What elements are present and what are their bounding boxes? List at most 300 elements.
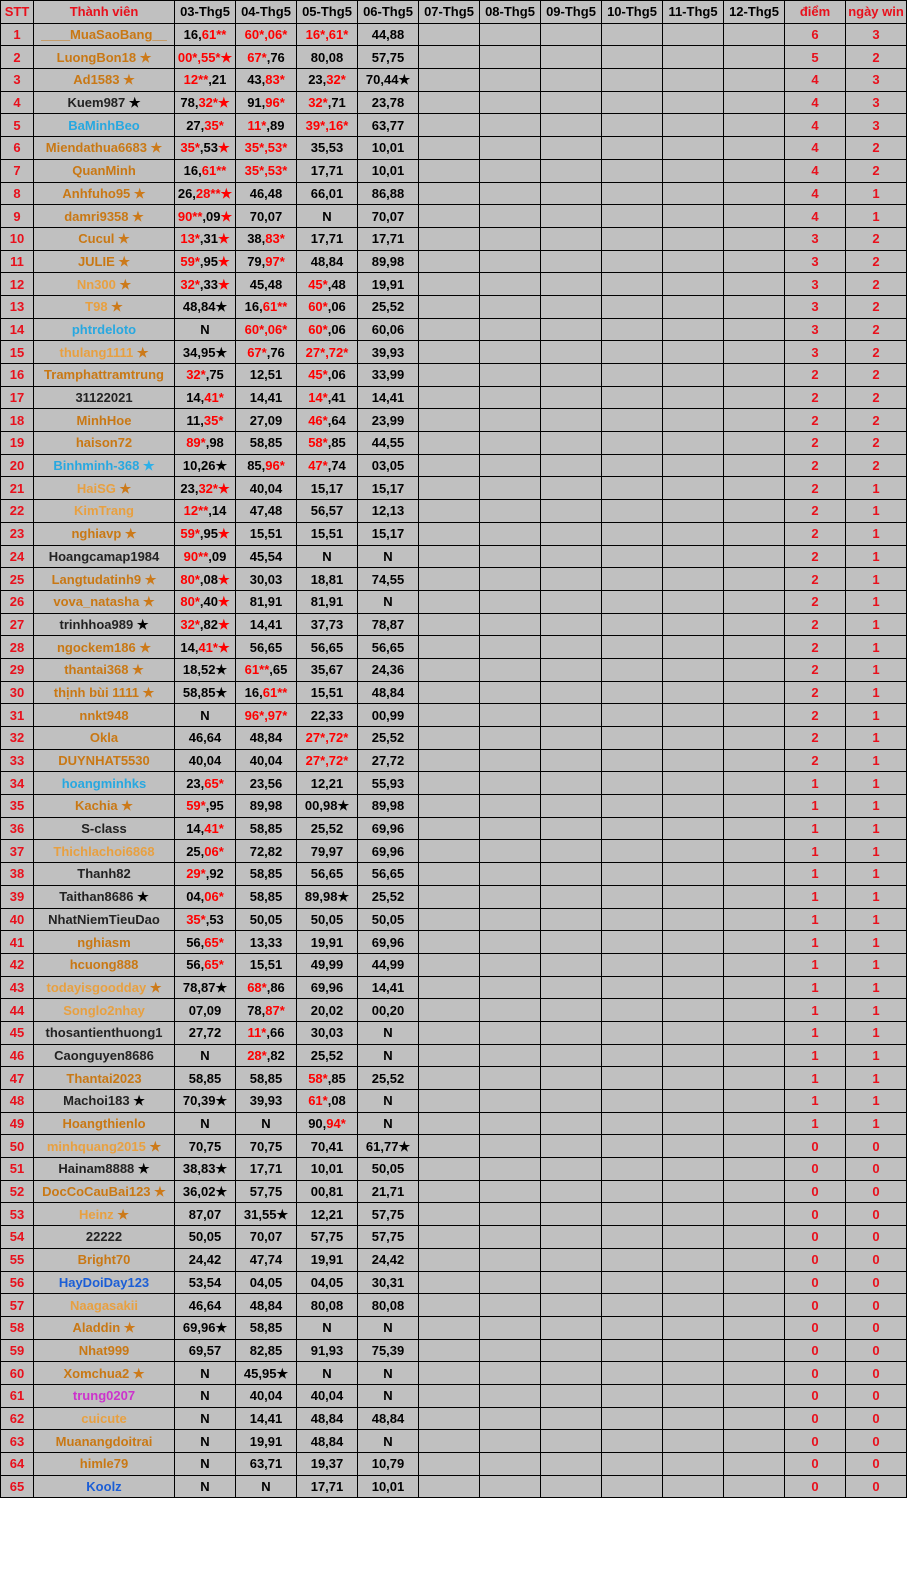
day-cell [358,1294,419,1317]
wins-cell: 0 [846,1384,907,1407]
wins-cell: 1 [846,477,907,500]
day-cell [358,205,419,228]
day-cell [175,409,236,432]
table-row [1,46,907,69]
table-row [1,205,907,228]
day-cell [419,295,480,318]
day-cell [297,636,358,659]
value-text: N [322,1320,332,1336]
star-icon: ★ [217,616,230,632]
day-cell [419,1021,480,1044]
row-number: 54 [1,1226,34,1249]
star-icon: ★ [138,684,155,700]
star-icon: ★ [215,662,228,678]
member-cell [34,1384,175,1407]
value-text: 60* [308,321,328,337]
day-cell [236,681,297,704]
member-cell [34,386,175,409]
value-text: 32* [180,616,200,632]
table-row [1,613,907,636]
day-cell [480,1112,541,1135]
day-cell [541,931,602,954]
row-number: 28 [1,636,34,659]
day-cell [297,795,358,818]
member-cell [34,409,175,432]
value-text: 70,07 [249,1229,283,1245]
table-row [1,1384,907,1407]
day-cell [602,636,663,659]
score-cell: 3 [785,318,846,341]
day-cell [663,1271,724,1294]
star-icon: ★ [107,299,123,315]
day-cell [663,931,724,954]
value-text: 40,04 [249,1388,283,1404]
star-icon: ★ [217,480,230,496]
day-cell [297,1090,358,1113]
day-cell [419,1271,480,1294]
day-cell [297,273,358,296]
value-text: 40,04 [188,753,222,769]
wins-cell: 2 [846,341,907,364]
wins-cell: 1 [846,590,907,613]
member-cell [34,477,175,500]
day-cell [602,227,663,250]
day-cell [663,817,724,840]
member-cell [34,1453,175,1476]
member-cell [34,227,175,250]
value-text: 30,03 [249,571,283,587]
day-cell [358,1180,419,1203]
day-cell [358,1430,419,1453]
day-cell [297,568,358,591]
score-cell: 0 [785,1475,846,1498]
value-text: 56,65 [310,639,344,655]
row-number: 4 [1,91,34,114]
value-text: 38, [247,231,266,247]
value-text: N [383,1047,393,1063]
day-cell [663,273,724,296]
day-cell [236,590,297,613]
value-text: ,08 [327,1093,346,1109]
table-row [1,91,907,114]
table-row [1,817,907,840]
day-cell [297,1271,358,1294]
day-cell [480,1294,541,1317]
score-cell: 2 [785,636,846,659]
day-cell [419,1112,480,1135]
value-text: 12,13 [371,503,405,519]
value-text: ,92 [205,866,224,882]
value-text: 24,42 [188,1252,222,1268]
value-text: 13,33 [249,934,283,950]
star-icon: ★ [146,979,162,995]
day-cell [480,636,541,659]
day-cell [480,432,541,455]
day-cell [419,863,480,886]
day-cell [297,772,358,795]
day-cell [236,1430,297,1453]
day-cell [175,590,236,613]
row-number: 10 [1,227,34,250]
value-text: 23, [308,72,327,88]
member-name: Kuem987 [67,95,126,111]
day-cell [541,432,602,455]
value-text: 48,84 [182,299,216,315]
day-cell [541,500,602,523]
value-text: 19,91 [310,934,344,950]
day-cell [175,795,236,818]
day-cell [541,477,602,500]
value-text: 12,21 [310,775,344,791]
star-icon: ★ [220,49,233,65]
day-cell [541,681,602,704]
score-cell: 4 [785,114,846,137]
day-cell [358,364,419,387]
value-text: ,41 [327,390,346,406]
day-cell [602,1226,663,1249]
day-cell [602,1475,663,1498]
score-cell: 1 [785,863,846,886]
day-cell [358,409,419,432]
value-text: 28* [247,1047,267,1063]
table-row [1,250,907,273]
value-text: 43, [247,72,266,88]
day-cell [175,273,236,296]
day-cell [297,885,358,908]
table-row [1,386,907,409]
star-icon: ★ [114,231,130,247]
day-cell [175,205,236,228]
member-cell [34,250,175,273]
score-cell: 4 [785,137,846,160]
value-text: 10,26 [182,458,216,474]
day-cell [724,250,785,273]
day-cell [541,1135,602,1158]
day-cell [541,772,602,795]
day-cell [480,976,541,999]
table-row [1,1294,907,1317]
day-cell [480,704,541,727]
day-cell [724,1021,785,1044]
score-cell: 0 [785,1180,846,1203]
day-cell [480,1384,541,1407]
value-text: ,14 [208,503,227,519]
row-number: 39 [1,885,34,908]
day-cell [602,908,663,931]
member-name: MinhHoe [76,412,132,428]
value-text: 33,99 [371,367,405,383]
day-cell [236,1339,297,1362]
day-cell [175,1203,236,1226]
day-cell [236,432,297,455]
day-cell [175,114,236,137]
row-number: 24 [1,545,34,568]
value-text: 35* [204,117,224,133]
member-name: nghiasm [77,934,131,950]
table-row [1,1135,907,1158]
day-cell [724,1067,785,1090]
score-cell: 1 [785,1090,846,1113]
day-cell [297,931,358,954]
day-cell [663,885,724,908]
day-cell [541,749,602,772]
wins-cell: 2 [846,137,907,160]
table-row [1,409,907,432]
day-cell [297,1316,358,1339]
table-row [1,454,907,477]
value-text: N [200,1410,210,1426]
day-cell [724,1226,785,1249]
value-text: ,86 [266,979,285,995]
value-text: 70,07 [371,208,405,224]
day-cell [175,91,236,114]
value-text: 23, [180,480,199,496]
row-number: 45 [1,1021,34,1044]
day-cell [419,500,480,523]
day-cell [602,91,663,114]
value-text: 40,04 [249,753,283,769]
member-name: Hoangthienlo [62,1116,146,1132]
member-name: trung0207 [72,1388,136,1404]
day-cell [358,1158,419,1181]
star-icon: ★ [215,458,228,474]
value-text: 96* [265,95,285,111]
value-text: 40,04 [310,1388,344,1404]
table-row [1,1271,907,1294]
score-cell: 1 [785,1112,846,1135]
table-row [1,432,907,455]
member-cell [34,1407,175,1430]
day-cell [236,568,297,591]
wins-cell: 1 [846,1090,907,1113]
star-icon: ★ [215,979,228,995]
day-cell [236,999,297,1022]
day-cell [541,658,602,681]
day-cell [663,704,724,727]
star-icon: ★ [217,571,230,587]
wins-cell: 1 [846,658,907,681]
day-cell [297,1180,358,1203]
day-cell [480,885,541,908]
value-text: ,33 [199,276,218,292]
day-cell [541,182,602,205]
value-text: 41* [204,390,224,406]
wins-cell: 1 [846,908,907,931]
value-text: N [322,208,332,224]
star-icon: ★ [215,344,228,360]
day-cell [236,749,297,772]
day-cell [541,1384,602,1407]
value-text: 69,96 [371,821,405,837]
day-cell [541,590,602,613]
day-cell [724,409,785,432]
value-text: ,65 [269,662,288,678]
value-text: 14, [186,821,205,837]
day-cell [236,1475,297,1498]
day-cell [663,227,724,250]
day-cell [358,885,419,908]
star-icon: ★ [125,95,141,111]
day-cell [297,227,358,250]
table-row [1,1021,907,1044]
day-cell [541,840,602,863]
member-name: hoangminhks [61,775,147,791]
member-name: nghiavp [71,526,122,542]
day-cell [297,1475,358,1498]
day-cell [663,23,724,46]
value-text: ,66 [266,1025,285,1041]
value-text: 04, [186,889,205,905]
day-cell [358,658,419,681]
member-cell [34,182,175,205]
day-cell [297,386,358,409]
day-cell [236,477,297,500]
day-cell [175,1384,236,1407]
day-cell [541,295,602,318]
star-icon: ★ [129,1093,145,1109]
member-name: thulang1111 [59,344,134,360]
day-cell [175,364,236,387]
value-text: 61** [201,163,227,179]
day-cell [236,454,297,477]
value-text: N [383,594,393,610]
value-text: 25,52 [371,730,405,746]
day-cell [480,908,541,931]
value-text: 16, [244,299,263,315]
day-cell [663,137,724,160]
value-text: 10,01 [371,140,405,156]
day-cell [541,1453,602,1476]
value-text: 46,64 [188,730,222,746]
day-cell [358,386,419,409]
wins-cell: 0 [846,1271,907,1294]
value-text: ,98 [205,435,224,451]
day-cell [297,1407,358,1430]
wins-cell: 2 [846,364,907,387]
row-number: 27 [1,613,34,636]
day-cell [175,432,236,455]
star-icon: ★ [276,1365,289,1381]
score-cell: 2 [785,364,846,387]
value-text: 65* [204,957,224,973]
wins-cell: 1 [846,1112,907,1135]
day-cell [175,976,236,999]
day-cell [480,227,541,250]
value-text: 14,41 [249,1410,283,1426]
score-cell: 0 [785,1316,846,1339]
day-cell [297,477,358,500]
day-cell [480,931,541,954]
day-cell [480,1248,541,1271]
value-text: ,76 [266,49,285,65]
day-cell [602,500,663,523]
table-row [1,772,907,795]
value-text: 74,55 [371,571,405,587]
day-cell [297,69,358,92]
value-text: N [383,1093,393,1109]
day-cell [236,1362,297,1385]
day-cell [724,545,785,568]
day-cell [602,1362,663,1385]
star-icon: ★ [133,344,149,360]
day-cell [480,1362,541,1385]
day-cell [175,46,236,69]
value-text: 57,75 [310,1229,344,1245]
day-cell [663,182,724,205]
day-cell [541,1271,602,1294]
score-cell: 1 [785,1021,846,1044]
member-cell [34,500,175,523]
day-cell [419,1067,480,1090]
score-cell: 1 [785,885,846,908]
day-cell [541,409,602,432]
member-cell [34,613,175,636]
day-cell [602,1407,663,1430]
value-text: ,09 [202,208,221,224]
day-cell [236,545,297,568]
value-text: N [200,1479,210,1495]
value-text: 39,93 [249,1093,283,1109]
row-number: 41 [1,931,34,954]
value-text: 00,99 [371,707,405,723]
score-cell: 2 [785,568,846,591]
value-text: 25,52 [371,299,405,315]
star-icon: ★ [139,594,155,610]
day-cell [236,727,297,750]
member-cell [34,1090,175,1113]
day-cell [358,318,419,341]
member-cell [34,23,175,46]
day-cell [480,658,541,681]
member-cell [34,318,175,341]
day-cell [419,817,480,840]
day-cell [358,46,419,69]
member-cell [34,658,175,681]
value-text: 86,88 [371,185,405,201]
score-cell: 2 [785,409,846,432]
member-cell [34,364,175,387]
value-text: 45,95 [243,1365,277,1381]
value-text: 80* [180,571,200,587]
day-cell [602,931,663,954]
score-cell: 1 [785,999,846,1022]
day-cell [724,91,785,114]
star-icon: ★ [337,889,350,905]
value-text: 14, [180,639,199,655]
score-cell: 3 [785,295,846,318]
row-number: 20 [1,454,34,477]
value-text: 69,96 [371,934,405,950]
value-text: 32* [198,95,218,111]
day-cell [236,1294,297,1317]
day-cell [358,1226,419,1249]
row-number: 8 [1,182,34,205]
day-cell [358,863,419,886]
wins-cell: 2 [846,295,907,318]
day-cell [175,704,236,727]
value-text: 89,98 [249,798,283,814]
score-cell: 1 [785,840,846,863]
row-number: 53 [1,1203,34,1226]
header-stt: STT [1,1,34,24]
row-number: 47 [1,1067,34,1090]
day-cell [724,1430,785,1453]
day-cell [602,205,663,228]
day-cell [602,863,663,886]
table-row [1,840,907,863]
member-cell [34,1430,175,1453]
day-cell [236,658,297,681]
